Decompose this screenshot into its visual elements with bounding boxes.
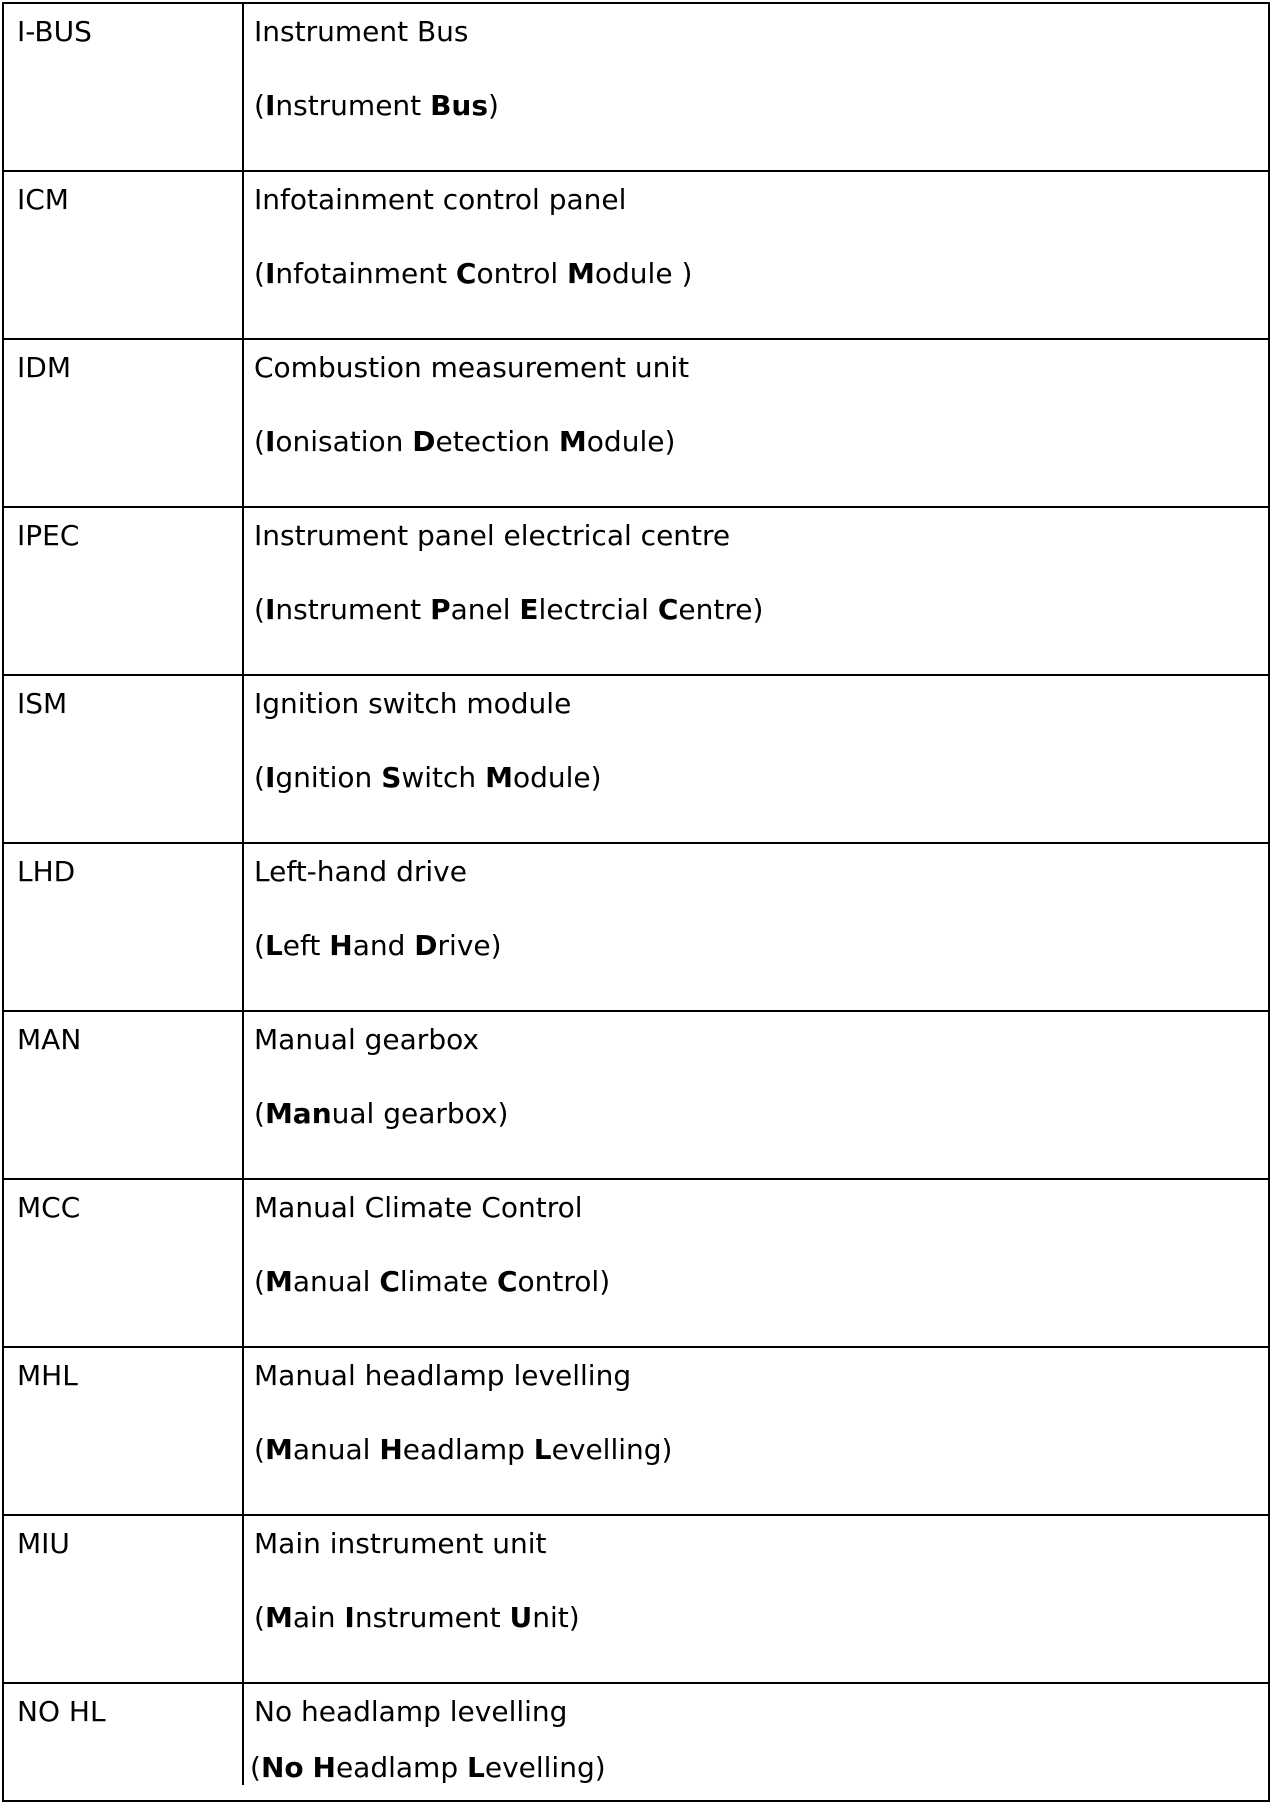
full-term [254,1601,1268,1635]
acronym-letter: I [264,425,276,458]
abbreviation-cell: MCC [4,1180,244,1346]
description-cell [244,508,1268,674]
short-description: Main instrument unit [254,1527,547,1560]
acronym-letter: D [414,929,438,962]
abbreviation-cell: MHL [4,1348,244,1514]
term-text: odule) [512,761,602,794]
abbreviation-cell: MIU [4,1516,244,1682]
term-text: evelling) [484,1751,606,1784]
term-text: rive) [437,929,502,962]
description-cell [244,1516,1268,1682]
term-text: nstrument [275,593,431,626]
acronym-letter: M [567,257,595,290]
acronym-letter: C [496,1265,518,1298]
full-term [254,89,1268,123]
description-cell [244,1348,1268,1514]
term-text: ontrol [476,257,568,290]
short-description: Combustion measurement unit [254,351,690,384]
acronym-letter: E [519,593,539,626]
abbreviation-cell: ISM [4,676,244,842]
abbreviation-cell: LHD [4,844,244,1010]
acronym-letter: C [379,1265,400,1298]
table-row [4,1684,1268,1785]
description-cell [244,1180,1268,1346]
term-text: anual [292,1433,380,1466]
full-term [254,425,1268,459]
table-row [4,844,1268,1012]
term-text: ( [254,1433,265,1466]
term-text: ( [254,761,265,794]
short-description: Instrument Bus [254,15,469,48]
table-row [4,1348,1268,1516]
full-term [254,761,1268,795]
term-text: ( [250,1751,261,1784]
abbreviation-cell: ICM [4,172,244,338]
acronym-letter: P [430,593,451,626]
term-text: nstrument [354,1601,510,1634]
acronym-letter: Bus [430,89,489,122]
description-cell [244,1684,1268,1785]
description-cell [244,1012,1268,1178]
term-text: nstrument [275,89,431,122]
term-text: anel [450,593,520,626]
short-description: Manual headlamp levelling [254,1359,632,1392]
term-text: ual gearbox) [331,1097,509,1130]
acronym-letter: C [455,257,477,290]
term-text: ( [254,1265,265,1298]
term-text: gnition [275,761,382,794]
term-text: limate [399,1265,497,1298]
table-row [4,1012,1268,1180]
short-description: Ignition switch module [254,687,572,720]
acronym-letter: L [264,929,283,962]
acronym-letter: H [379,1433,403,1466]
full-term [254,1433,1268,1467]
table-row [4,4,1268,172]
description-cell [244,340,1268,506]
term-text: etection [435,425,559,458]
term-text: ( [254,1097,265,1130]
description-cell [244,172,1268,338]
abbreviation-table [2,2,1270,1802]
abbreviation-cell: MAN [4,1012,244,1178]
acronym-letter: I [344,1601,355,1634]
acronym-letter: I [264,761,276,794]
acronym-letter: I [264,257,276,290]
description-cell [244,844,1268,1010]
term-text: eft [282,929,330,962]
full-term [254,1265,1268,1299]
abbreviation-cell: NO HL [4,1684,244,1785]
short-description: Manual Climate Control [254,1191,583,1224]
term-text: ( [254,593,265,626]
description-cell [244,4,1268,170]
term-text: ain [292,1601,345,1634]
term-text: eadlamp [335,1751,467,1784]
term-text: ( [254,257,265,290]
short-description: No headlamp levelling [254,1695,568,1728]
full-term [254,1097,1268,1131]
term-text: onisation [275,425,413,458]
term-text: ( [254,89,265,122]
full-term [250,1751,1268,1785]
acronym-letter: No [260,1751,304,1784]
term-text: and [352,929,415,962]
acronym-letter: M [264,1265,293,1298]
acronym-letter: M [264,1433,293,1466]
acronym-letter: H [312,1751,336,1784]
term-text: nit) [532,1601,580,1634]
acronym-letter: H [329,929,353,962]
acronym-letter: M [264,1601,293,1634]
acronym-letter: L [533,1433,552,1466]
acronym-letter: Man [264,1097,332,1130]
description-cell [244,676,1268,842]
table-row [4,508,1268,676]
term-text: odule ) [594,257,693,290]
term-text: odule) [586,425,676,458]
table-row [4,1180,1268,1348]
table-row [4,1516,1268,1684]
full-term [254,593,1268,627]
acronym-letter: I [264,593,276,626]
abbreviation-cell: IDM [4,340,244,506]
acronym-letter: U [509,1601,533,1634]
table-row [4,676,1268,844]
term-text: anual [292,1265,380,1298]
acronym-letter: D [412,425,436,458]
acronym-letter: C [657,593,679,626]
full-term [254,257,1268,291]
term-text: witch [401,761,486,794]
term-text: ( [254,929,265,962]
short-description: Left-hand drive [254,855,467,888]
term-text: ( [254,425,265,458]
term-text: ontrol) [517,1265,611,1298]
acronym-letter: M [558,425,587,458]
full-term [254,929,1268,963]
abbreviation-cell: I-BUS [4,4,244,170]
short-description: Infotainment control panel [254,183,627,216]
term-text: eadlamp [402,1433,534,1466]
acronym-letter: S [381,761,402,794]
term-text: ( [254,1601,265,1634]
table-row [4,340,1268,508]
term-text: entre) [678,593,764,626]
abbreviation-cell: IPEC [4,508,244,674]
short-description: Instrument panel electrical centre [254,519,731,552]
short-description: Manual gearbox [254,1023,479,1056]
term-text: evelling) [551,1433,673,1466]
acronym-letter: L [467,1751,485,1784]
term-text [304,1751,313,1784]
term-text: ) [488,89,499,122]
acronym-letter: I [264,89,276,122]
term-text: nfotainment [275,257,456,290]
term-text: lectrcial [538,593,658,626]
table-row [4,172,1268,340]
acronym-letter: M [485,761,513,794]
